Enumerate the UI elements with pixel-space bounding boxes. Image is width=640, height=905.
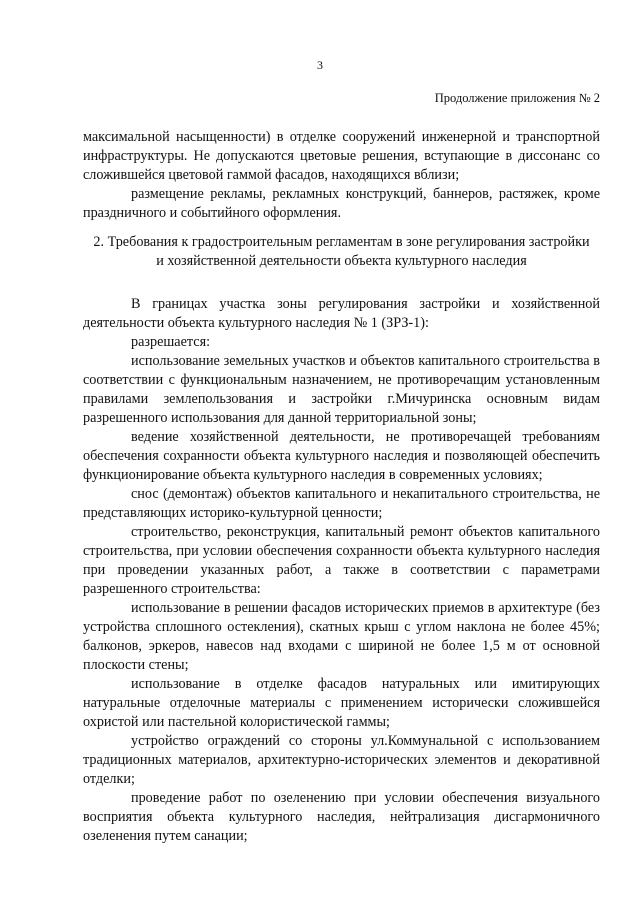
- paragraph-zone-intro: В границах участка зоны регулирования застройки и хозяйственной деятельности объекта культурного наследия № 1 (ЗРЗ-1):: [83, 296, 600, 331]
- paragraph-land-use: использование земельных участков и объектов капитального строительства в соответствии с функциональным назначением, не противоречащим установленным правилами землепользования и застройки г.Мичуринска основным видам разрешенного использования для данной территориальной зоны;: [83, 353, 600, 426]
- paragraph-economic-activity: ведение хозяйственной деятельности, не противоречащей требованиям обеспечения сохранности объекта культурного наследия и позволяющей обеспечить функционирование объекта культурного наследия в современных условиях;: [83, 429, 600, 483]
- paragraph-fences: устройство ограждений со стороны ул.Коммунальной с использованием традиционных материалов, архитектурно-исторических элементов и декоративной отделки;: [83, 733, 600, 787]
- paragraph-permitted-label: разрешается:: [131, 334, 211, 350]
- paragraph-facade-techniques: использование в решении фасадов исторических приемов в архитектуре (без устройства сплошного остекления), скатных крыш с углом наклона не более 45%; балконов, эркеров, навесов над входами с шириной не более 1,5 м от основной плоскости стены;: [83, 600, 600, 673]
- paragraph-demolition: снос (демонтаж) объектов капитального и некапитального строительства, не представляющих историко-культурной ценности;: [83, 486, 600, 521]
- paragraph-facade-colors: максимальной насыщенности) в отделке сооружений инженерной и транспортной инфраструктуры. Не допускаются цветовые решения, вступающие в диссонанс со сложившейся цветовой гаммой фасадов, находящихся вблизи;: [83, 129, 600, 183]
- paragraph-construction: строительство, реконструкция, капитальный ремонт объектов капитального строительства, при условии обеспечения сохранности объекта культурного наследия при проведении указанных работ, а также в соответствии с параметрами разрешенного строительства:: [83, 524, 600, 597]
- page-number: 3: [317, 58, 323, 72]
- paragraph-landscaping: проведение работ по озеленению при условии обеспечения визуального восприятия объекта культурного наследия, нейтрализация дисгармоничного озеленения путем санации;: [83, 790, 600, 844]
- paragraph-advertising: размещение рекламы, рекламных конструкций, баннеров, растяжек, кроме праздничного и событийного оформления.: [83, 186, 600, 221]
- paragraph-facade-materials: использование в отделке фасадов натуральных или имитирующих натуральные отделочные материалы с применением исторически сложившейся охристой или пастельной колористической гаммы;: [83, 676, 600, 730]
- section-heading: 2. Требования к градостроительным регламентам в зоне регулирования застройки и хозяйственной деятельности объекта культурного наследия: [93, 234, 590, 269]
- document-body: [83, 128, 600, 846]
- appendix-continuation-note: Продолжение приложения № 2: [434, 91, 600, 105]
